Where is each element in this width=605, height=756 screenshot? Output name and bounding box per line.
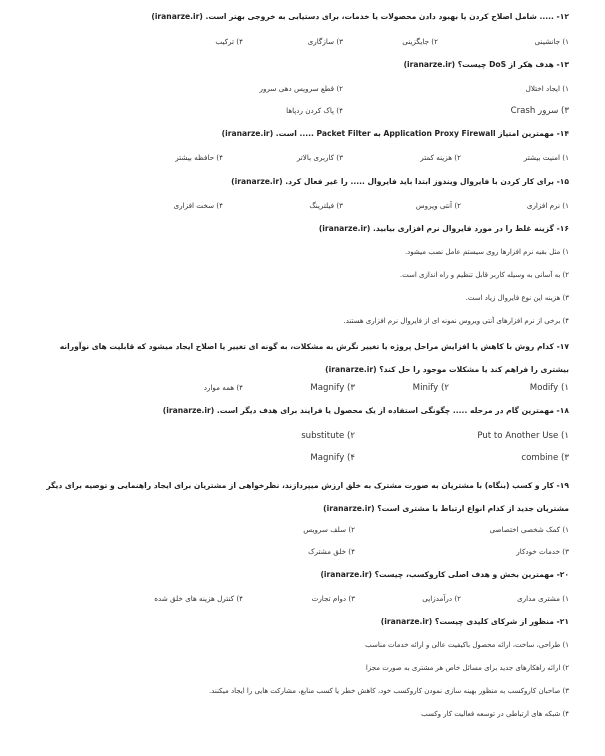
q21-option-2[interactable]: ۲) ارائه راهکارهای جدید برای مسائل خاص هر مشتری به صورت مجزا <box>365 664 569 672</box>
q14-option-4[interactable]: ۴) حافظه بیشتر <box>175 153 223 162</box>
question-19: ۱۹- کار و کسب (بنگاه) با مشتریان به صورت مشترک به خلق ارزش میپردازند، نظرخواهی از مشتریان برای ایجاد راهنمایی و توصیه برای دیگر مشتریان جدید از کدام انواع ارتباط با مشتری است؟ (iranarze.ir) <box>46 481 569 513</box>
question-17: ۱۷- کدام روش با کاهش یا افزایش مراحل پروژه یا تغییر نگرش به مشکلات، به گونه ای تغییر یا اصلاح ایجاد میشود که قابلیت های نوآورانه بیشتری را فراهم کند یا مشکلات موجود را حل کند؟ (iranarze.ir) <box>59 342 569 374</box>
q15-option-3[interactable]: ۳) فیلترینگ <box>309 201 343 210</box>
question-15: ۱۵- برای کار کردن با فایروال ویندوز ابتدا باید فایروال ..... را غیر فعال کرد. (iranarze.ir) <box>231 177 569 186</box>
q20-option-3[interactable]: ۳) دوام تجارت <box>311 594 355 603</box>
question-13: ۱۳- هدف هکر از DoS چیست؟ (iranarze.ir) <box>403 60 569 69</box>
q12-option-2[interactable]: ۲) جایگزینی <box>402 37 438 46</box>
q19-option-4[interactable]: ۴) خلق مشترک <box>308 547 355 556</box>
q14-option-3[interactable]: ۳) کاربری بالاتر <box>296 153 343 162</box>
q12-option-4[interactable]: ۴) ترکیب <box>215 37 243 46</box>
q13-option-4[interactable]: ۴) پاک کردن ردپاها <box>286 106 343 115</box>
q20-option-2[interactable]: ۲) درآمدزایی <box>422 594 461 603</box>
question-21: ۲۱- منظور از شرکای کلیدی چیست؟ (iranarze.ir) <box>380 617 569 626</box>
q13-option-3[interactable]: ۳) سرور Crash <box>510 106 569 116</box>
q14-option-1[interactable]: ۱) امنیت بیشتر <box>523 153 569 162</box>
question-16: ۱۶- گزینه غلط را در مورد فایروال نرم افزاری بیابید. (iranarze.ir) <box>318 224 569 233</box>
question-14: ۱۴- مهمترین امتیاز Application Proxy Firewall به Packet Filter ..... است. (iranarze.ir) <box>221 129 569 138</box>
q17-option-3[interactable]: ۳) Magnify <box>310 383 355 393</box>
q12-option-1[interactable]: ۱) جانشینی <box>534 37 569 46</box>
q16-option-4[interactable]: ۴) برخی از نرم افزارهای آنتی ویروس نمونه ای از فایروال نرم افزاری هستند. <box>343 317 569 325</box>
question-18: ۱۸- مهمترین گام در مرحله ..... چگونگی استفاده از یک محصول یا فرایند برای هدف دیگر است. (iranarze.ir) <box>162 406 569 415</box>
q17-option-1[interactable]: ۱) Modify <box>529 383 569 393</box>
q20-option-4[interactable]: ۴) کنترل هزینه های خلق شده <box>154 594 243 603</box>
q19-option-2[interactable]: ۲) سلف سرویس <box>303 525 355 534</box>
q18-option-4[interactable]: ۴) Magnify <box>310 453 355 463</box>
q21-option-4[interactable]: ۴) شبکه های ارتباطی در توسعه فعالیت کار وکسب <box>421 710 569 718</box>
q15-option-1[interactable]: ۱) نرم افزاری <box>526 201 569 210</box>
q19-option-1[interactable]: ۱) کمک شخصی اختصاصی <box>489 525 569 534</box>
q19-option-3[interactable]: ۳) خدمات خودکار <box>516 547 569 556</box>
q13-option-1[interactable]: ۱) ایجاد اختلال <box>525 84 569 93</box>
q18-option-1[interactable]: ۱) Put to Another Use <box>477 431 569 441</box>
q20-option-1[interactable]: ۱) مشتری مداری <box>517 594 569 603</box>
q21-option-1[interactable]: ۱) طراحی، ساخت، ارائه محصول باکیفیت عالی و ارائه خدمات مناسب <box>365 641 569 649</box>
q13-option-2[interactable]: ۲) قطع سرویس دهی سرور <box>259 84 343 93</box>
question-20: ۲۰- مهمترین بخش و هدف اصلی کاروکسب، چیست؟ (iranarze.ir) <box>320 570 569 579</box>
q21-option-3[interactable]: ۳) صاحبان کاروکسب به منظور بهینه سازی نمودن کاروکسب خود، کاهش خطر یا کسب منابع، مشارکت هایی را ایجاد میکنند. <box>208 687 569 695</box>
q12-option-3[interactable]: ۳) سازگاری <box>307 37 343 46</box>
q17-option-4[interactable]: ۴) همه موارد <box>203 383 243 392</box>
q16-option-1[interactable]: ۱) مثل بقیه نرم افزارها روی سیستم عامل نصب میشود. <box>404 248 569 256</box>
q16-option-3[interactable]: ۳) هزینه این نوع فایروال زیاد است. <box>465 294 569 302</box>
q17-option-2[interactable]: ۲) Minify <box>412 383 449 393</box>
q15-option-4[interactable]: ۴) سخت افزاری <box>173 201 223 210</box>
q18-option-3[interactable]: ۳) combine <box>521 453 569 463</box>
q14-option-2[interactable]: ۲) هزینه کمتر <box>420 153 461 162</box>
q16-option-2[interactable]: ۲) به آسانی به وسیله کاربر قابل تنظیم و راه اندازی است. <box>399 271 569 279</box>
q18-option-2[interactable]: ۲) substitute <box>301 431 355 441</box>
question-12: ۱۲- ..... شامل اصلاح کردن یا بهبود دادن محصولات یا خدمات، برای دستیابی به خروجی بهتر است. (iranarze.ir) <box>151 12 569 21</box>
q15-option-2[interactable]: ۲) آنتی ویروس <box>415 201 461 210</box>
